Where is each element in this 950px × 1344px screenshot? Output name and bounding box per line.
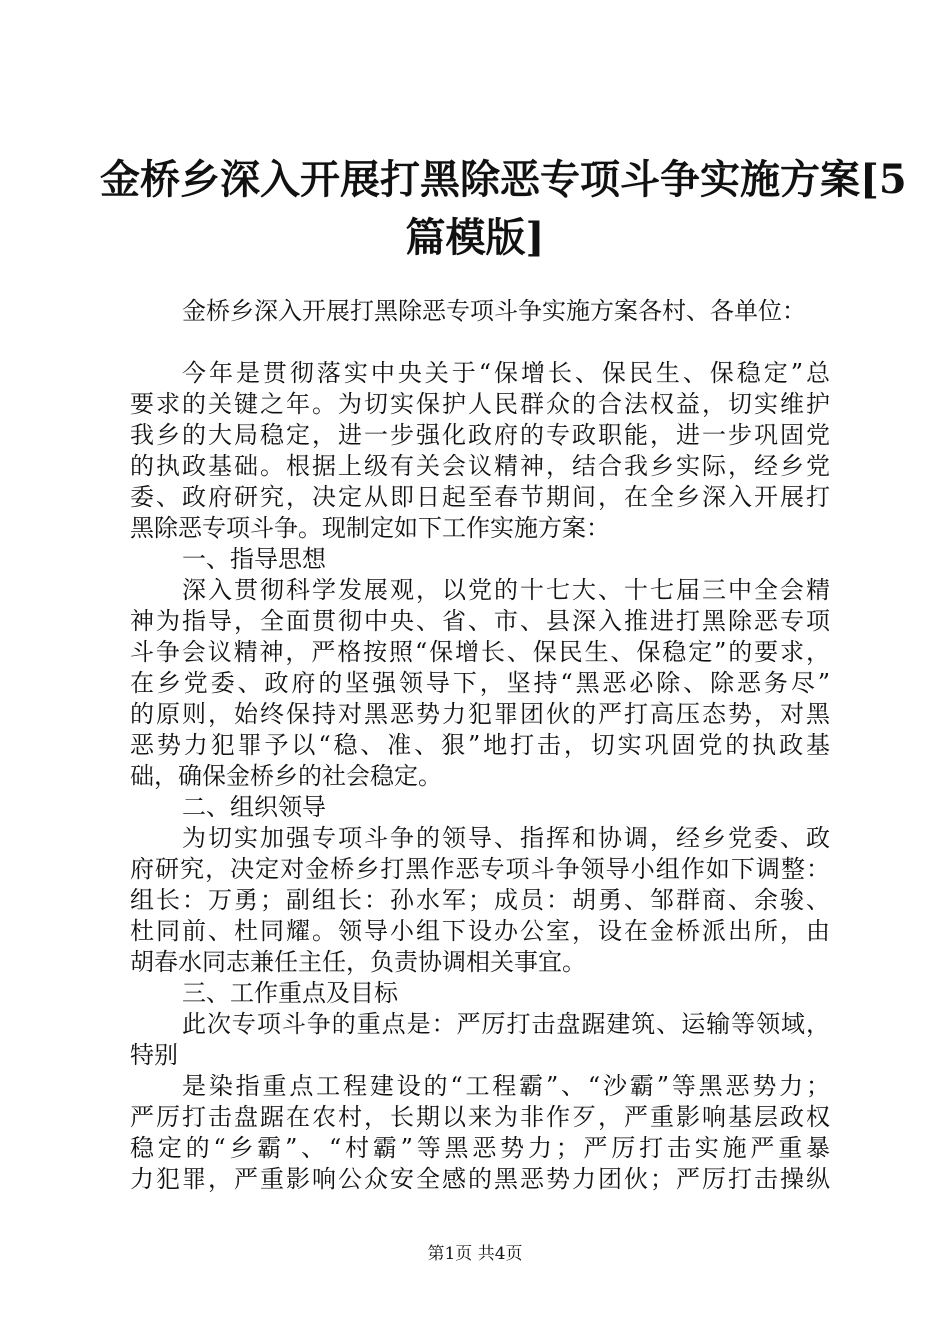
paragraph-line: 是染指重点工程建设的“工程霸”、“沙霸”等黑恶势力；	[182, 1072, 830, 1100]
paragraph-line: 的执政基础。根据上级有关会议精神，结合我乡实际，经乡党	[130, 452, 830, 480]
paragraph-line: 神为指导，全面贯彻中央、省、市、县深入推进打黑除恶专项	[130, 607, 830, 635]
paragraph-line: 特别	[130, 1041, 178, 1069]
blank-line	[130, 327, 830, 358]
paragraph-line: 为切实加强专项斗争的领导、指挥和协调，经乡党委、政	[182, 824, 830, 852]
document-title-line-1: 金桥乡深入开展打黑除恶专项斗争实施方案[5	[100, 156, 907, 203]
paragraph-line: 深入贯彻科学发展观，以党的十七大、十七届三中全会精	[182, 576, 830, 604]
paragraph-line: 黑除恶专项斗争。现制定如下工作实施方案：	[130, 514, 610, 542]
paragraph-line: 胡春水同志兼任主任，负责协调相关事宜。	[130, 948, 586, 976]
paragraph-line: 严厉打击盘踞在农村，长期以来为非作歹，严重影响基层政权	[130, 1103, 830, 1131]
paragraph-line: 组长：万勇；副组长：孙水军；成员：胡勇、邹群商、余骏、	[130, 886, 830, 914]
document-title-line-2: 篇模版]	[405, 214, 545, 261]
paragraph-line: 要求的关键之年。为切实保护人民群众的合法权益，切实维护	[130, 390, 830, 418]
paragraph-line: 础，确保金桥乡的社会稳定。	[130, 762, 442, 790]
paragraph-line: 杜同前、杜同耀。领导小组下设办公室，设在金桥派出所，由	[130, 917, 830, 945]
paragraph-line: 恶势力犯罪予以“稳、准、狠”地打击，切实巩固党的执政基	[130, 731, 830, 759]
paragraph-line: 力犯罪，严重影响公众安全感的黑恶势力团伙；严厉打击操纵	[130, 1165, 830, 1193]
paragraph-line: 斗争会议精神，严格按照“保增长、保民生、保稳定”的要求，	[130, 638, 830, 666]
section-heading: 二、组织领导	[182, 793, 326, 821]
paragraph-line: 我乡的大局稳定，进一步强化政府的专政职能，进一步巩固党	[130, 421, 830, 449]
section-heading: 一、指导思想	[182, 545, 326, 573]
paragraph-line: 今年是贯彻落实中央关于“保增长、保民生、保稳定”总	[182, 359, 830, 387]
salutation-line: 金桥乡深入开展打黑除恶专项斗争实施方案各村、各单位：	[182, 297, 806, 325]
paragraph-line: 稳定的“乡霸”、“村霸”等黑恶势力；严厉打击实施严重暴	[130, 1134, 830, 1162]
page-footer: 第1页 共4页	[427, 1244, 523, 1264]
section-heading: 三、工作重点及目标	[182, 979, 398, 1007]
paragraph-line: 此次专项斗争的重点是：严厉打击盘踞建筑、运输等领域，	[182, 1010, 830, 1038]
document-body	[130, 296, 830, 1195]
paragraph-line: 委、政府研究，决定从即日起至春节期间，在全乡深入开展打	[130, 483, 830, 511]
paragraph-line: 府研究，决定对金桥乡打黑作恶专项斗争领导小组作如下调整：	[130, 855, 830, 883]
paragraph-line: 的原则，始终保持对黑恶势力犯罪团伙的严打高压态势，对黑	[130, 700, 830, 728]
paragraph-line: 在乡党委、政府的坚强领导下，坚持“黑恶必除、除恶务尽”	[130, 669, 830, 697]
